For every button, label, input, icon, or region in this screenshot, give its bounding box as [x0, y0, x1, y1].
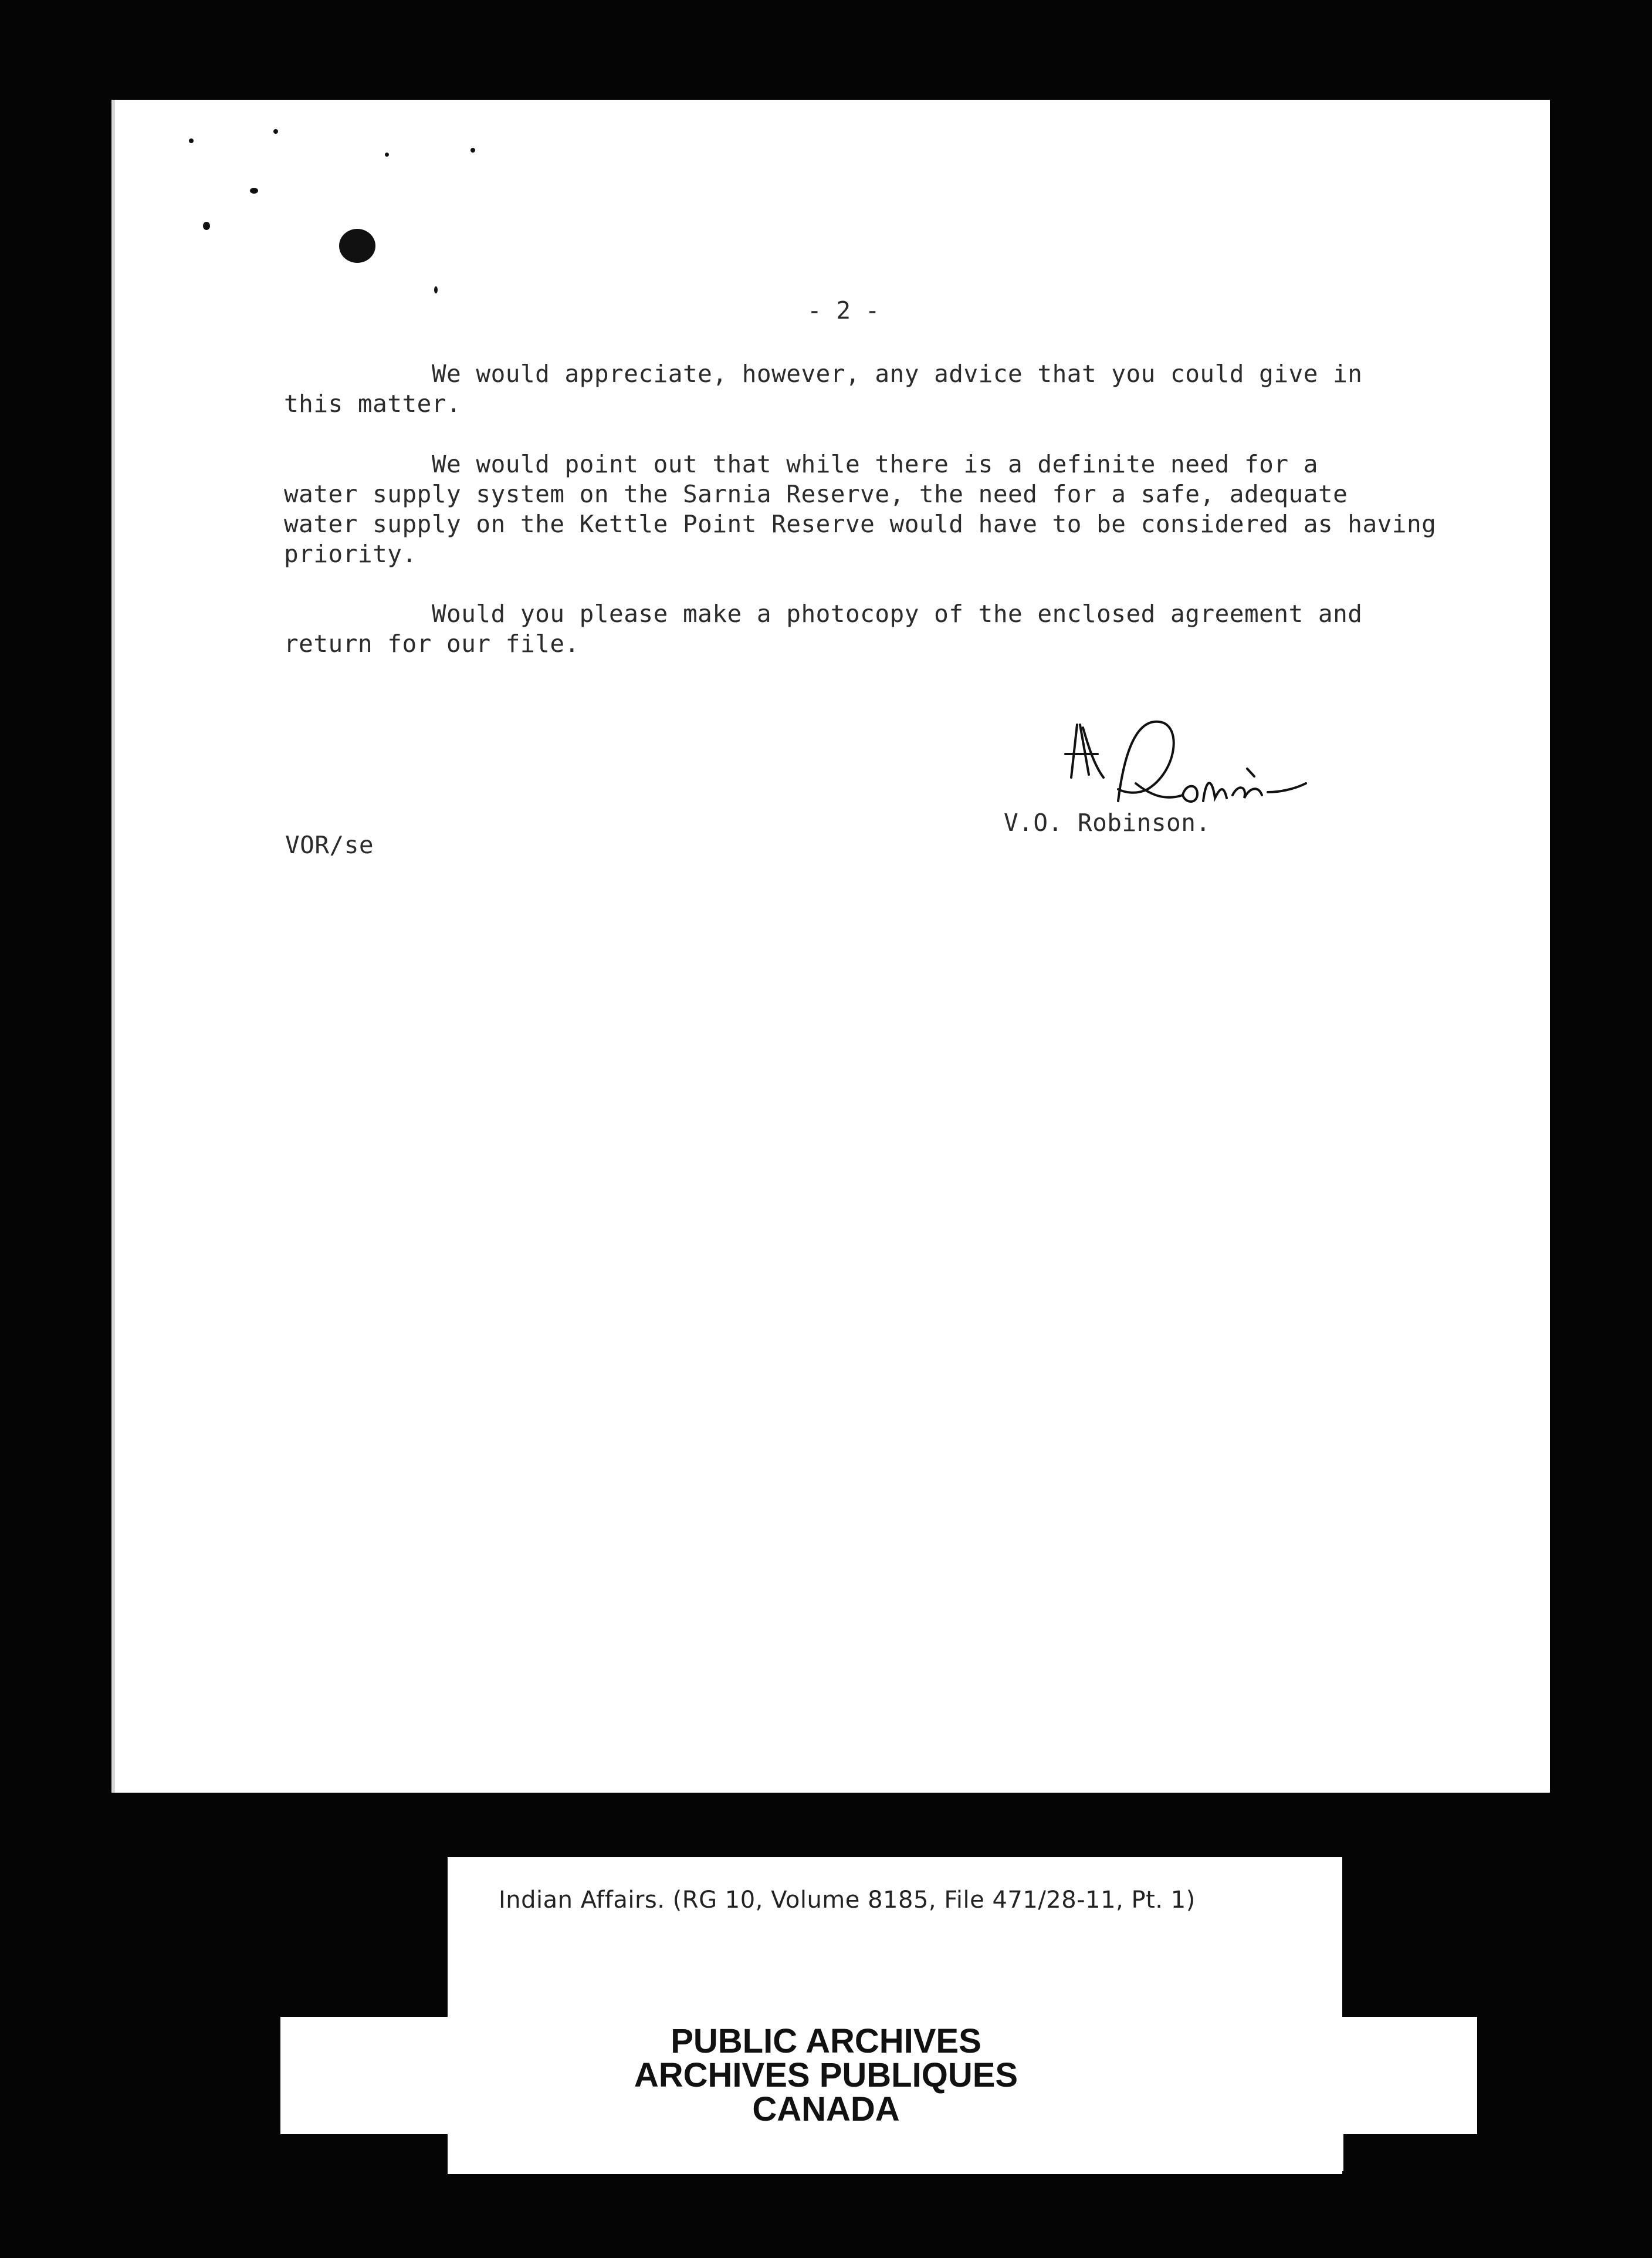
archive-stamp-label-extension [451, 2124, 1343, 2171]
letter-paragraph-3: Would you please make a photocopy of the enclosed agreement and return for our file. [284, 600, 1363, 658]
letter-paragraph-2: We would point out that while there is a definite need for a water supply system on the Sarnia Reserve, the need for a safe, adequate water supply on the Kettle Point Reserve would have to be considered as having priority. [284, 450, 1437, 568]
ink-speck [385, 153, 389, 157]
ink-blot [339, 229, 375, 263]
ink-speck [470, 148, 475, 153]
ink-speck [434, 286, 438, 293]
ink-speck [203, 222, 210, 230]
archive-stamp [0, 2024, 1652, 2127]
archive-stamp-line-1: PUBLIC ARCHIVES [671, 2022, 981, 2060]
archive-reference: Indian Affairs. (RG 10, Volume 8185, File 471/28-11, Pt. 1) [499, 1887, 1196, 1914]
archive-stamp-line-2: ARCHIVES PUBLIQUES [634, 2056, 1018, 2094]
ink-speck [189, 138, 194, 143]
signature-name: V.O. Robinson. [1004, 809, 1211, 837]
page-number: - 2 - [807, 296, 880, 324]
letter-paragraph-1: We would appreciate, however, any advice that you could give in this matter. [284, 360, 1363, 418]
ink-speck [250, 188, 258, 194]
typist-initials: VOR/se [285, 831, 374, 859]
letter-page [111, 100, 1550, 1793]
ink-speck [273, 129, 278, 134]
archive-stamp-line-3: CANADA [752, 2090, 900, 2128]
